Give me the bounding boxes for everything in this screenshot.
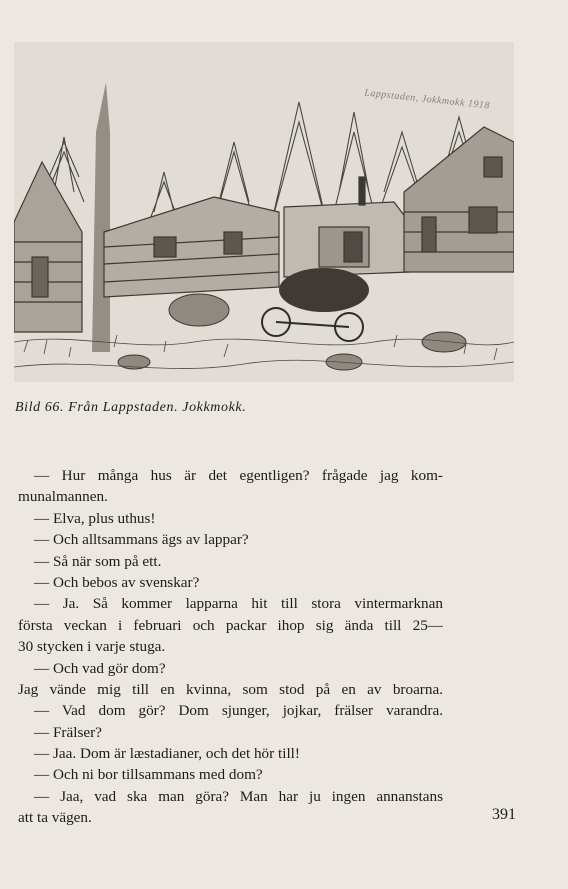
text-line: — Frälser?: [34, 723, 102, 741]
text-line: — Jaa. Dom är læstadianer, och det hör till!: [34, 745, 300, 763]
text-line: — Vad dom gör? Dom sjunger, jojkar, frälser varandra.: [34, 702, 443, 720]
figure-caption: Bild 66. Från Lappstaden. Jokkmokk.: [15, 400, 247, 415]
text-line: — Och bebos av svenskar?: [34, 573, 200, 591]
text-line: 30 stycken i varje stuga.: [18, 638, 166, 656]
text-line: munalmannen.: [18, 488, 108, 506]
text-line: — Jaa, vad ska man göra? Man har ju ingen annanstans: [34, 787, 443, 805]
artist-signature: Lappstaden, Jokkmokk 1918: [363, 87, 491, 112]
page-number: 391: [492, 806, 516, 823]
illustration: [14, 42, 514, 382]
text-line: Jag vände mig till en kvinna, som stod på en av broarna.: [18, 680, 443, 698]
text-line: första veckan i februari och packar ihop sig ända till 25—: [18, 616, 443, 634]
body-text: [18, 465, 443, 829]
text-line: — Och vad gör dom?: [34, 659, 166, 677]
text-line: — Och ni bor tillsammans med dom?: [34, 766, 263, 784]
text-line: — Elva, plus uthus!: [34, 509, 156, 527]
text-line: — Hur många hus är det egentligen? frågade jag kom-: [34, 467, 443, 484]
text-line: — Och alltsammans ägs av lappar?: [34, 531, 249, 549]
cabins-sketch: [14, 42, 514, 382]
text-line: — Så när som på ett.: [34, 552, 162, 570]
text-line: att ta vägen.: [18, 809, 92, 827]
text-line: — Ja. Så kommer lapparna hit till stora vintermarknan: [34, 595, 443, 613]
